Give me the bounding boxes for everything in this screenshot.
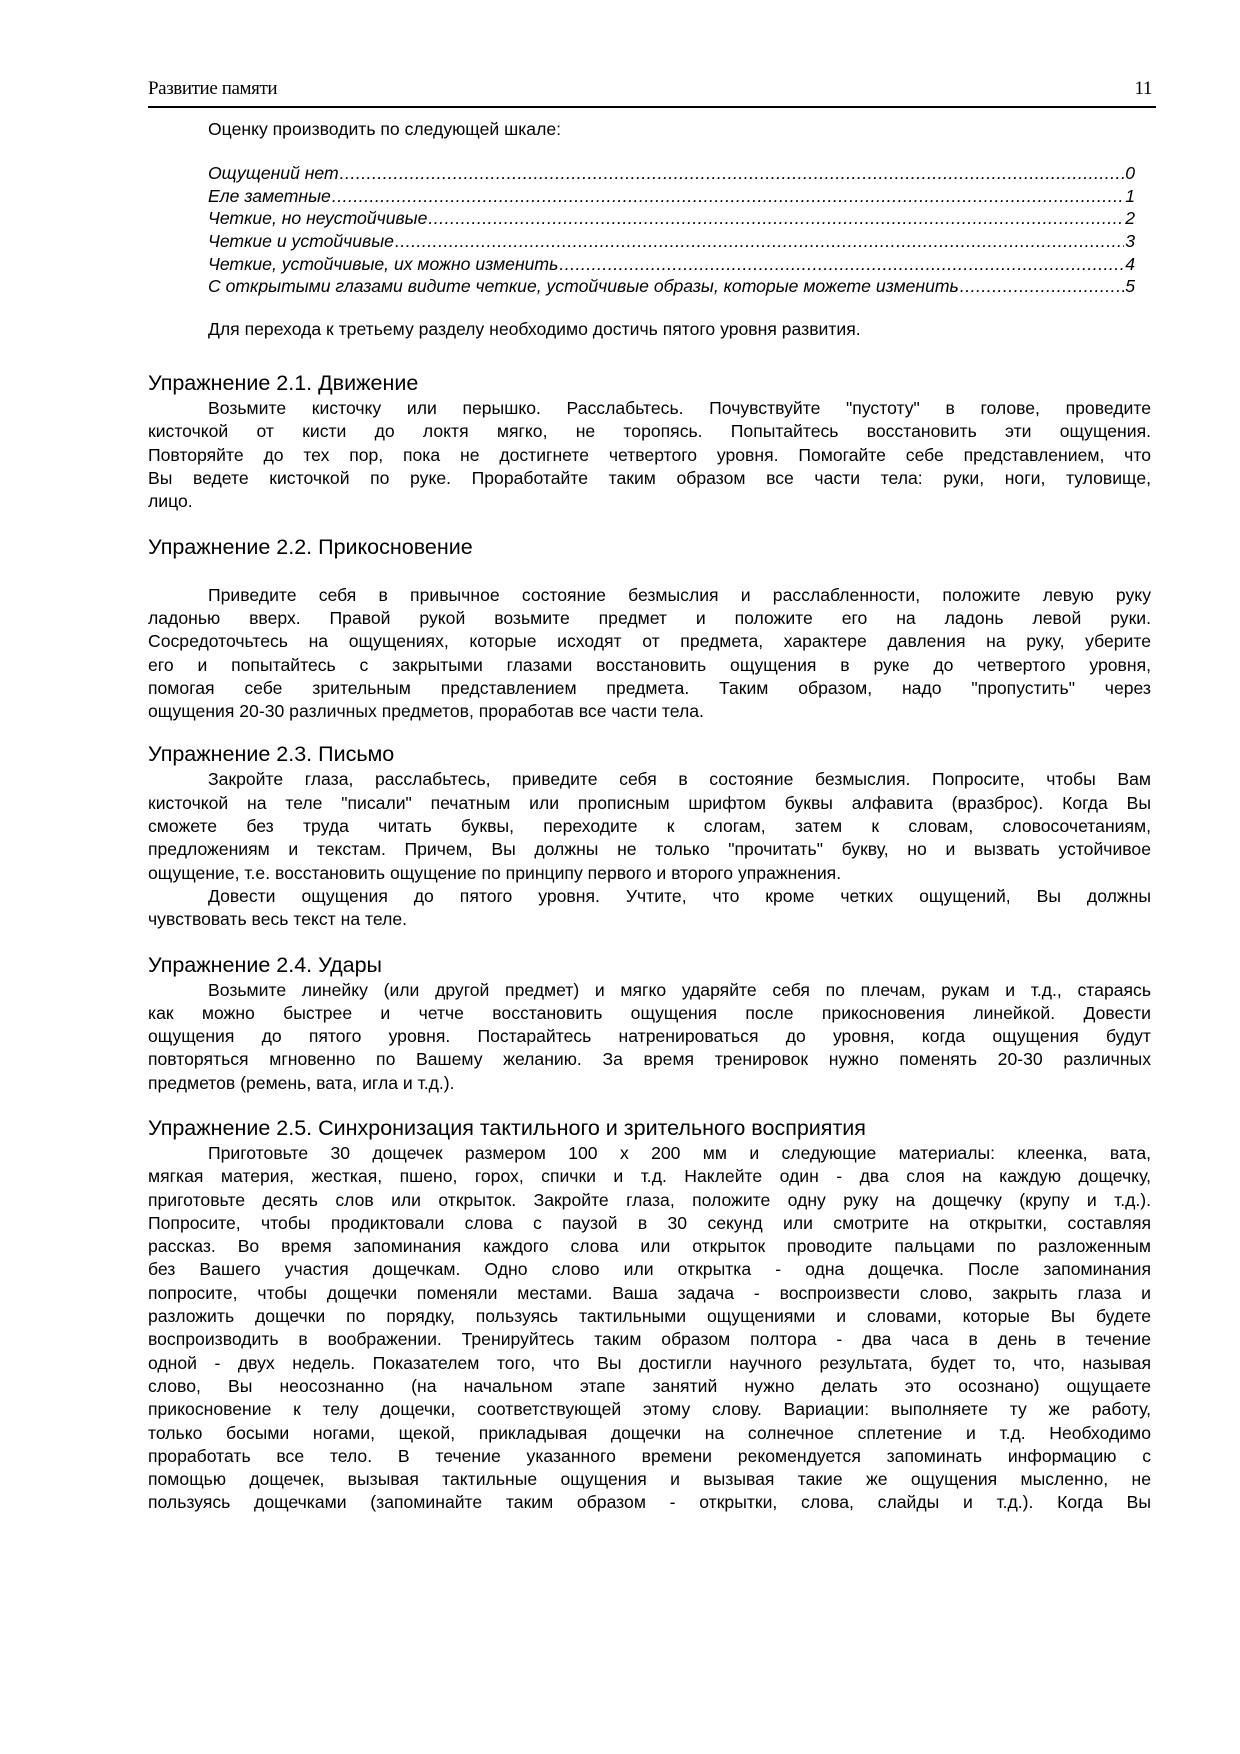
text-line: кисточкой на теле "писали" печатным или прописным шрифтом буквы алфавита (вразброс). Когда Вы <box>148 792 1151 813</box>
text-line: попросите, чтобы дощечки поменяли местами. Ваша задача - воспроизвести слово, закрыть глаза и <box>148 1282 1151 1303</box>
section-2-3 <box>148 741 1151 931</box>
text-line: ощущения до пятого уровня. Постарайтесь натренироваться до уровня, когда ощущения будут <box>148 1026 1151 1047</box>
text-line: ощущение, т.е. восстановить ощущение по принципу первого и второго упражнения. <box>148 862 842 883</box>
text-line: Приготовьте 30 дощечек размером 100 х 200 мм и следующие материалы: клеенка, вата, <box>208 1142 1151 1163</box>
text-line: разложить дощечки по порядку, пользуясь тактильными ощущениями и словами, которые Вы будете <box>148 1306 1151 1327</box>
text-line: рассказ. Во время запоминания каждого слова или открыток проводите пальцами по разложенным <box>148 1236 1151 1257</box>
scale-row <box>208 207 1135 230</box>
paragraph <box>148 979 1151 1095</box>
text-line: кисточкой от кисти до локтя мягко, не торопясь. Попытайтесь восстановить эти ощущения. <box>148 421 1151 442</box>
text-line: Возьмите кисточку или перышко. Расслабьтесь. Почувствуйте "пустоту" в голове, проведите <box>208 398 1151 419</box>
scale-value: 5 <box>1125 276 1135 297</box>
page-body <box>148 118 1151 1515</box>
text-line: чувствовать весь текст на теле. <box>148 909 408 930</box>
paragraph <box>148 397 1151 513</box>
scale-row <box>208 162 1135 185</box>
text-line: Повторяйте до тех пор, пока не достигнете четвертого уровня. Помогайте себе представлением, что <box>148 444 1151 465</box>
text-line: помощью дощечек, вызывая тактильные ощущения и вызывая такие же ощущения мысленно, не <box>148 1469 1151 1490</box>
text-line: как можно быстрее и четче восстановить ощущения после прикосновения линейкой. Довести <box>148 1002 1151 1023</box>
scale-value: 2 <box>1125 208 1135 229</box>
text-line: предложениям и текстам. Причем, Вы должны не только "прочитать" букву, но и вызвать устойчивое <box>148 839 1151 860</box>
paragraph <box>148 885 1151 932</box>
scale-label: Ощущений нет <box>208 163 339 184</box>
text-line: ощущения 20-30 различных предметов, проработав все части тела. <box>148 701 704 722</box>
text-line: пользуясь дощечками (запоминайте таким образом - открытки, слова, слайды и т.д.). Когда Вы <box>148 1492 1151 1513</box>
text-line: предметов (ремень, вата, игла и т.д.). <box>148 1072 455 1093</box>
scale-value: 0 <box>1125 163 1135 184</box>
scale-label: Еле заметные <box>208 185 331 206</box>
text-line: ладонью вверх. Правой рукой возьмите предмет и положите его на ладонь левой руки. <box>148 607 1151 628</box>
scale-row <box>208 275 1135 298</box>
section-2-4 <box>148 952 1151 1095</box>
text-line: Вы ведете кисточкой по руке. Проработайте таким образом все части тела: руки, ноги, туловище, <box>148 468 1151 489</box>
text-line: помогая себе зрительным представлением предмета. Таким образом, надо "пропустить" через <box>148 677 1151 698</box>
section-heading: Упражнение 2.5. Синхронизация тактильного и зрительного восприятия <box>148 1115 866 1140</box>
text-line: повторяться мгновенно по Вашему желанию. За время тренировок нужно поменять 20-30 различных <box>148 1049 1151 1070</box>
section-2-1 <box>148 370 1151 513</box>
scale-label: С открытыми глазами видите четкие, устойчивые образы, которые можете изменить <box>208 276 959 297</box>
text-line: Закройте глаза, расслабьтесь, приведите себя в состояние безмыслия. Попросите, чтобы Вам <box>208 769 1151 790</box>
page-header <box>148 76 1156 108</box>
text-line: только босыми ногами, щекой, прикладывая дощечки на солнечное сплетение и т.д. Необходимо <box>148 1422 1151 1443</box>
text-line: одной - двух недель. Показателем того, что Вы достигли научного результата, будет то, что, называя <box>148 1352 1151 1373</box>
scale-intro: Оценку производить по следующей шкале: <box>208 119 562 139</box>
text-line: Возьмите линейку (или другой предмет) и мягко ударяйте себя по плечам, рукам и т.д., стараясь <box>208 979 1151 1000</box>
dot-leader <box>332 185 1124 208</box>
text-line: Сосредоточьтесь на ощущениях, которые исходят от предмета, характере давления на руку, уберите <box>148 631 1151 652</box>
page-number: 11 <box>1134 78 1152 99</box>
text-line: проработать все тело. В течение указанного времени рекомендуется запоминать информацию с <box>148 1445 1151 1466</box>
running-title: Развитие памяти <box>148 78 278 99</box>
section-heading: Упражнение 2.1. Движение <box>148 371 419 396</box>
text-line: воспроизводить в воображении. Тренируйтесь таким образом полтора - два часа в день в течение <box>148 1329 1151 1350</box>
scale-row <box>208 253 1135 276</box>
dot-leader <box>340 162 1125 185</box>
text-line: мягкая материя, жесткая, пшено, горох, спички и т.д. Наклейте один - два слоя на каждую дощечку, <box>148 1166 1151 1187</box>
section-heading: Упражнение 2.3. Письмо <box>148 742 395 767</box>
text-line: приготовьте десять слов или открыток. Закройте глаза, положите одну руку на дощечку (крупу и т.д.). <box>148 1189 1151 1210</box>
scale-value: 3 <box>1125 231 1135 252</box>
text-line: слово, Вы неосознанно (на начальном этапе занятий нужно делать это осознано) ощущаете <box>148 1375 1151 1396</box>
text-line: без Вашего участия дощечкам. Одно слово или открытка - одна дощечка. После запоминания <box>148 1259 1151 1280</box>
paragraph <box>148 1142 1151 1515</box>
text-line: прикосновение к телу дощечки, соответствующей этому слову. Вариации: выполняете ту же работу, <box>148 1399 1151 1420</box>
text-line: Приведите себя в привычное состояние безмыслия и расслабленности, положите левую руку <box>208 584 1151 605</box>
dot-leader <box>960 275 1124 298</box>
rating-scale <box>208 162 1135 298</box>
scale-value: 4 <box>1125 253 1135 274</box>
scale-label: Четкие, устойчивые, их можно изменить <box>208 253 559 274</box>
text-line: Довести ощущения до пятого уровня. Учтите, что кроме четких ощущений, Вы должны <box>208 885 1151 906</box>
paragraph <box>148 584 1151 724</box>
dot-leader <box>395 230 1124 253</box>
text-line: сможете без труда читать буквы, переходите к слогам, затем к словам, словосочетаниям, <box>148 816 1151 837</box>
progress-note: Для перехода к третьему разделу необходимо достичь пятого уровня развития. <box>208 318 861 339</box>
section-heading: Упражнение 2.4. Удары <box>148 952 383 977</box>
text-line: его и попытайтесь с закрытыми глазами восстановить ощущения в руке до четвертого уровня, <box>148 654 1151 675</box>
scale-label: Четкие и устойчивые <box>208 231 394 252</box>
section-2-2 <box>148 534 1151 724</box>
section-2-5 <box>148 1115 1151 1515</box>
dot-leader <box>428 207 1124 230</box>
section-heading: Упражнение 2.2. Прикосновение <box>148 534 473 559</box>
scale-row <box>208 230 1135 253</box>
scale-value: 1 <box>1125 185 1135 206</box>
scale-label: Четкие, но неустойчивые <box>208 208 428 229</box>
text-line: Попросите, чтобы продиктовали слова с паузой в 30 секунд или смотрите на открытки, составляя <box>148 1212 1151 1233</box>
scale-row <box>208 185 1135 208</box>
paragraph <box>148 768 1151 884</box>
text-line: лицо. <box>148 491 193 512</box>
dot-leader <box>559 253 1124 276</box>
